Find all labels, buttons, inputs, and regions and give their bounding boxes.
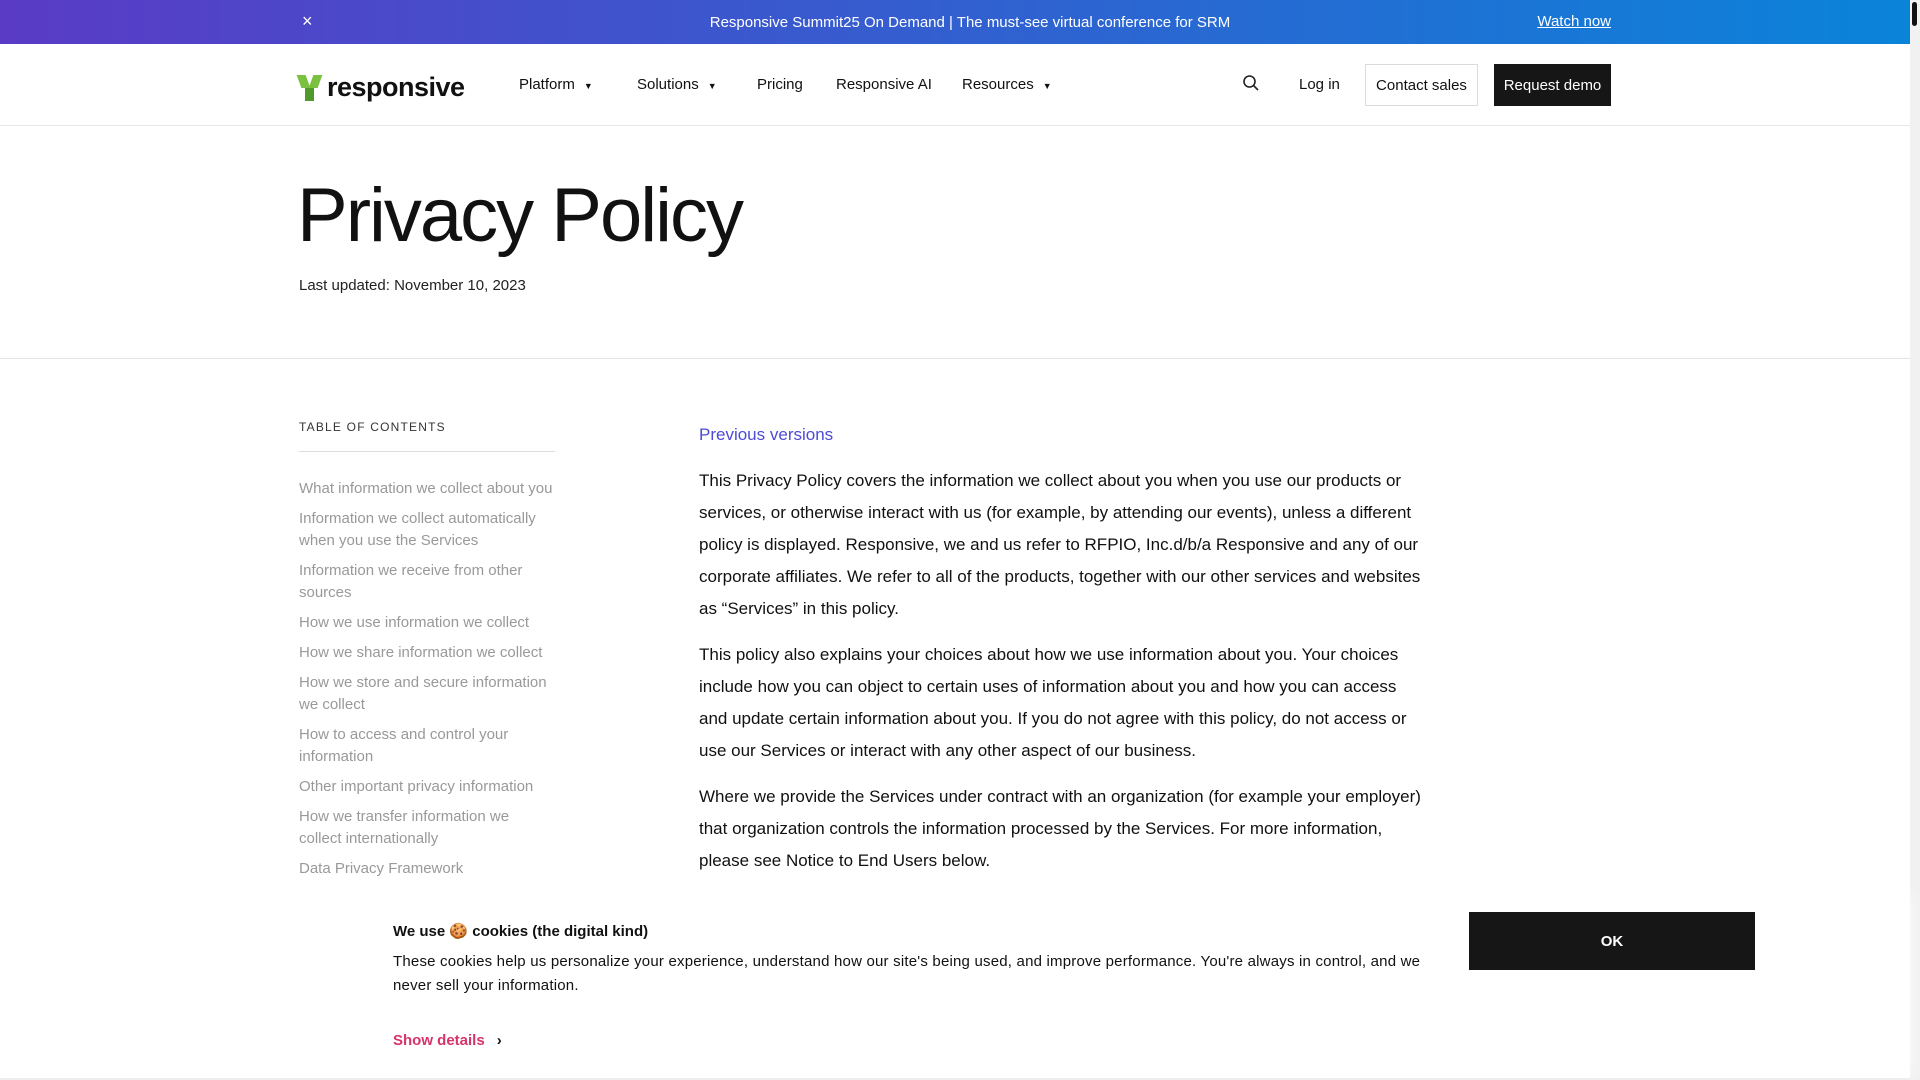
nav-solutions[interactable] [637,76,717,93]
toc-item[interactable]: Other important privacy information [299,778,534,795]
show-details-link[interactable] [393,1032,502,1049]
nav-resources[interactable] [962,76,1052,93]
toc-item[interactable]: Data Privacy Framework [299,860,464,877]
toc-divider [299,451,555,452]
chevron-right-icon: › [496,1032,502,1049]
show-details-label: Show details [393,1032,485,1049]
policy-content [699,465,1421,891]
toc-item[interactable]: Information we collect automatically when you use the Services [299,510,536,549]
toc-item[interactable]: How we use information we collect [299,614,530,631]
table-of-contents [299,478,555,888]
toc-item[interactable]: What information we collect about you [299,480,553,497]
toc-item[interactable]: How we store and secure information we collect [299,674,547,713]
logo-text: responsive [327,72,465,102]
nav-responsive-ai[interactable]: Responsive AI [836,76,932,93]
logo-mark-icon [299,75,321,101]
divider [0,358,1910,359]
previous-versions-link[interactable]: Previous versions [699,425,834,444]
last-updated: Last updated: November 10, 2023 [299,277,526,294]
scrollbar-thumb[interactable] [1912,2,1917,26]
nav-platform[interactable] [519,76,593,93]
nav-label: Solutions [637,76,699,93]
logo[interactable] [299,72,465,103]
request-demo-button[interactable]: Request demo [1494,64,1611,106]
caret-down-icon: ▼ [583,81,593,91]
nav-pricing[interactable]: Pricing [757,76,803,93]
main-nav [0,44,1910,126]
paragraph: This Privacy Policy covers the information we collect about you when you use our products or services, or otherwise interact with us (for example, by attending our events), unless a different policy is displayed. Responsive, we and us refer to RFPIO, Inc.d/b/a Responsive and any of our corporate affiliates. We refer to all of the products, together with our other services and websites as “Services” in this policy. [699,471,1421,618]
promo-banner [0,0,1910,44]
login-link[interactable]: Log in [1299,76,1340,93]
nav-label: Platform [519,76,575,93]
close-icon[interactable]: × [302,11,313,31]
scrollbar[interactable] [1910,0,1920,1080]
cookie-banner [0,900,1910,1080]
toc-item[interactable]: How we transfer information we collect internationally [299,808,510,847]
contact-sales-button[interactable]: Contact sales [1365,64,1478,106]
cookie-title: We use 🍪 cookies (the digital kind) [393,923,649,940]
toc-item[interactable]: Information we receive from other sources [299,562,523,601]
toc-item[interactable]: How to access and control your information [299,726,509,765]
paragraph: Where we provide the Services under contract with an organization (for example your employer) that organization controls the information processed by the Services. For more information, please see Notice to End Users below. [699,787,1421,870]
caret-down-icon: ▼ [707,81,717,91]
cookie-text: These cookies help us personalize your experience, understand how our site's being used, and improve performance. You're always in control, and we never sell your information. [393,953,1421,994]
paragraph: This policy also explains your choices about how we use information about you. Your choices include how you can object to certain uses of information about you and how you can access and update certain information about you. If you do not agree with this policy, do not access or use our Services or interact with any other aspect of our business. [699,645,1407,760]
toc-item[interactable]: How we share information we collect [299,644,543,661]
ok-button[interactable]: OK [1469,912,1755,970]
search-icon[interactable] [1242,74,1260,92]
nav-label: Resources [962,76,1034,93]
watch-now-link[interactable]: Watch now [1537,13,1611,30]
page-title: Privacy Policy [297,173,742,258]
toc-heading: TABLE OF CONTENTS [299,420,446,434]
promo-message: Responsive Summit25 On Demand | The must-see virtual conference for SRM [709,14,1231,31]
caret-down-icon: ▼ [1042,81,1052,91]
